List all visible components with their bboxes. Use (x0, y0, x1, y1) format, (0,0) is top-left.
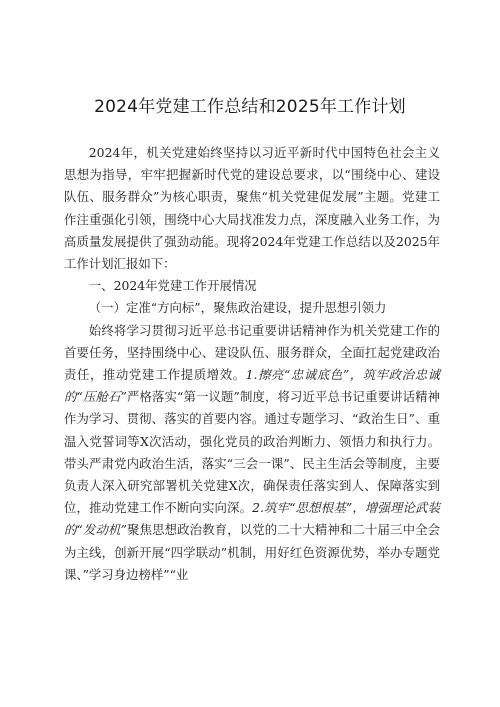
emphasis-text: 2.筑牢“思想根基”，增强理论武装的“发动机” (64, 500, 440, 538)
document-body (64, 142, 440, 586)
paragraph-text: 始终将学习贯彻习近平总书记重要讲话精神作为机关党建工作的首要任务，坚持围绕中心、建设队伍、服务群众，全面扛起党建政治责任，推动党建工作提质增效。 (64, 322, 440, 383)
section-heading: 一、2024年党建工作开展情况 (88, 278, 257, 294)
document-title: 2024年党建工作总结和2025年工作计划 (94, 97, 406, 117)
intro-paragraph: 2024年，机关党建始终坚持以习近平新时代中国特色社会主义思想为指导，牢牢把握新时代党的建设总要求，以“围绕中心、建设队伍、服务群众”为核心职责，聚焦“机关党建促发展”主题。党建工作注重强化引领，围绕中心大局找准发力点，深度融入业务工作，为高质量发展提供了强劲动能。现将2024年党建工作总结以及2025年工作计划汇报如下： (64, 145, 440, 272)
body-paragraph (64, 320, 440, 586)
paragraph-text: 严格落实“第一议题”制度，将习近平总书记重要讲话精神作为学习、贯彻、落实的首要内容。通过专题学习、“政治生日”、重温入党誓词等X次活动，强化党员的政治判断力、领悟力和执行力。带头严肃党内政治生活，落实“三会一课”、民主生活会等制度，主要负责人深入研究部署机关党建X次，确保责任落实到人、保障落实到位，推动党建工作不断向实向深。 (64, 389, 441, 516)
emphasis-text: 1.擦亮“忠诚底色”，筑牢政治忠诚的“压舱石” (64, 367, 440, 405)
paragraph-text: 聚焦思想政治教育，以党的二十大精神和二十届三中全会为主线，创新开展“四学联动”机制，用好红色资源优势，举办专题党课、”学习身边榜样”“业 (64, 522, 441, 582)
subsection-heading: （一）定准“方向标”，聚焦政治建设，提升思想引领力 (88, 300, 387, 316)
